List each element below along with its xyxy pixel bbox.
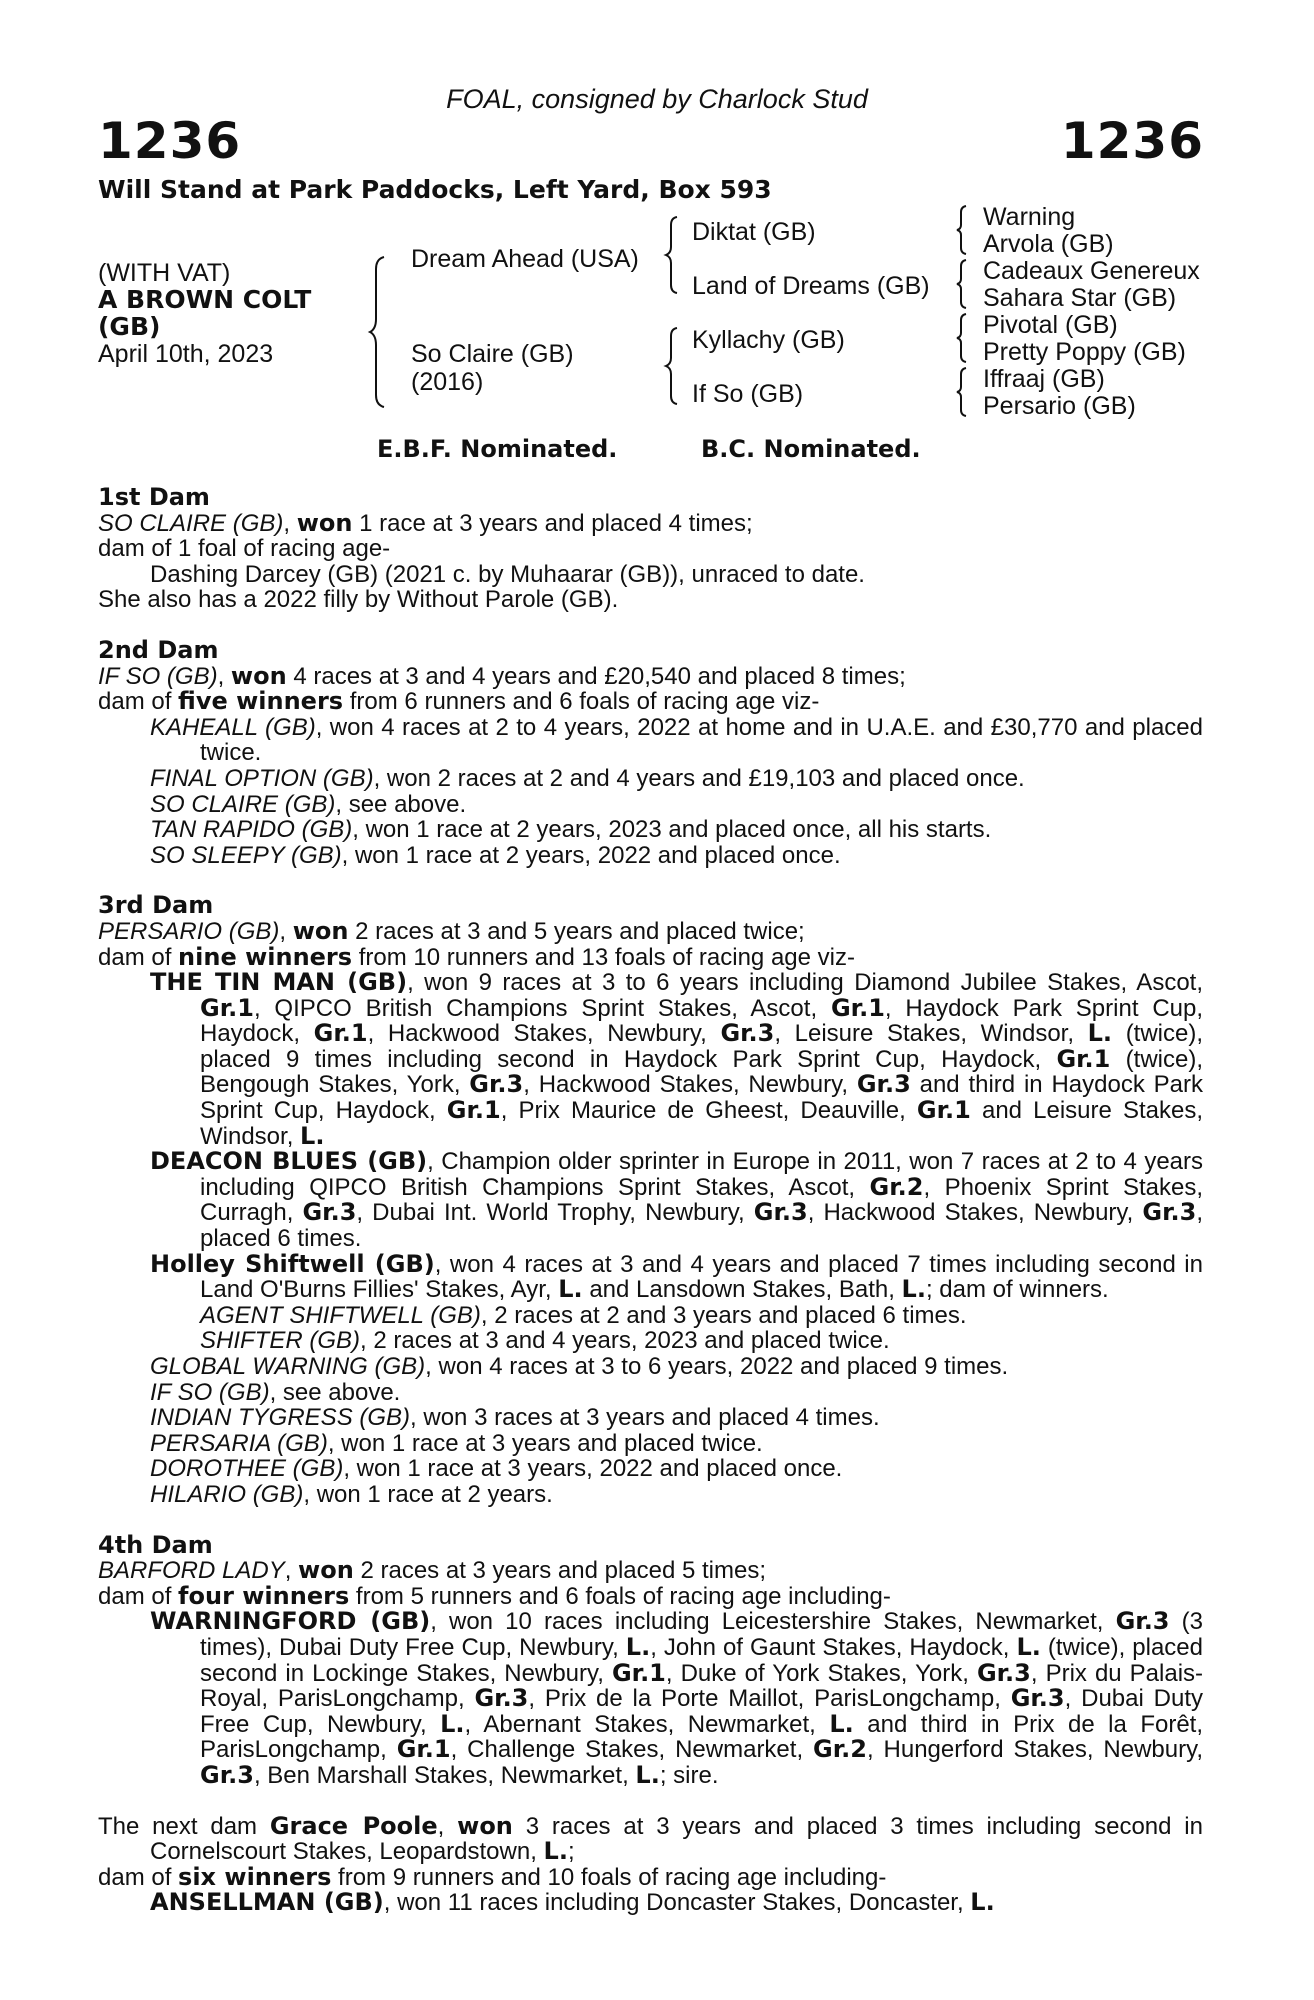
ebf-nominated: E.B.F. Nominated.: [377, 435, 618, 463]
produce-entry: HILARIO (GB), won 1 race at 2 years.: [150, 1480, 553, 1508]
stand-location: Will Stand at Park Paddocks, Left Yard, Box 593: [98, 175, 772, 204]
g3-ancestor: Iffraaj (GB): [983, 365, 1105, 393]
won-label: won: [230, 661, 287, 690]
g3-ancestor: Warning: [983, 203, 1076, 231]
horse-description: A BROWN COLT: [98, 285, 312, 314]
second-dam-produce-intro: dam of five winners from 6 runners and 6 foals of racing age viz-: [98, 687, 820, 716]
first-dam-line: SO CLAIRE (GB), won 1 race at 3 years and placed 4 times;: [98, 508, 753, 537]
third-dam-produce-intro: dam of nine winners from 10 runners and 13 foals of racing age viz-: [98, 942, 855, 971]
first-dam-heading: 1st Dam: [98, 483, 210, 511]
g3-bracket-3: [957, 312, 973, 364]
dam-dam: If So (GB): [692, 380, 804, 408]
second-dam-line: IF SO (GB), won 4 races at 3 and 4 years and £20,540 and placed 8 times;: [98, 661, 906, 690]
g3-ancestor: Persario (GB): [983, 392, 1136, 420]
g3-bracket-4: [957, 366, 973, 418]
sire-sire: Diktat (GB): [692, 218, 816, 246]
bc-nominated: B.C. Nominated.: [701, 435, 921, 463]
produce-entry: FINAL OPTION (GB), won 2 races at 2 and 4 years and £19,103 and placed once.: [150, 764, 1025, 792]
dam-bracket: [667, 326, 687, 406]
third-dam-heading: 3rd Dam: [98, 891, 214, 920]
produce-entry-tin-man: THE TIN MAN (GB), won 9 races at 3 to 6 years including Diamond Jubilee Stakes, Ascot, Gr.1, QIPCO British Champions Sprint Stakes, Ascot, Gr.1, Haydock Park Sprint Cup, Haydock, Gr.1, Hackwood Stakes, Newbury, Gr.3, Leisure Stakes, Windsor, L. (twice), placed 9 times including second in Haydock Park Sprint Cup, Haydock, Gr.1 (twice), Bengough Stakes, York, Gr.3, Hackwood Stakes, Newbury, Gr.3 and third in Haydock Park Sprint Cup, Haydock, Gr.1, Prix Maurice de Gheest, Deauville, Gr.1 and Leisure Stakes, Windsor, L.: [150, 968, 1204, 1150]
fourth-dam-line: BARFORD LADY, won 2 races at 3 years and placed 5 times;: [98, 1556, 767, 1585]
g3-ancestor: Cadeaux Genereux: [983, 257, 1200, 285]
produce-entry-warningford: WARNINGFORD (GB), won 10 races including Leicestershire Stakes, Newmarket, Gr.3 (3 times), Dubai Duty Free Cup, Newbury, L., John of Gaunt Stakes, Haydock, L. (twice), placed second in Lockinge Stakes, Newbury, Gr.1, Duke of York Stakes, York, Gr.3, Prix du Palais-Royal, ParisLongchamp, Gr.3, Prix de la Porte Maillot, ParisLongchamp, Gr.3, Dubai Duty Free Cup, Newbury, L., Abernant Stakes, Newmarket, L. and third in Prix de la Forêt, ParisLongchamp, Gr.1, Challenge Stakes, Newmarket, Gr.2, Hungerford Stakes, Newbury, Gr.3, Ben Marshall Stakes, Newmarket, L.; sire.: [150, 1607, 1204, 1789]
g3-ancestor: Sahara Star (GB): [983, 284, 1177, 312]
fourth-dam-heading: 4th Dam: [98, 1530, 213, 1559]
dam-sire: Kyllachy (GB): [692, 326, 845, 354]
first-dam-produce-intro: dam of 1 foal of racing age-: [98, 535, 391, 563]
produce-entry: SO SLEEPY (GB), won 1 race at 2 years, 2022 and placed once.: [150, 841, 841, 869]
g3-bracket-2: [957, 258, 973, 310]
lot-number-right: 1236: [1060, 112, 1204, 170]
dam-name: So Claire (GB): [411, 340, 574, 368]
dam-name: SO CLAIRE (GB): [98, 509, 284, 537]
next-dam-produce-intro: dam of six winners from 9 runners and 10 foals of racing age including-: [98, 1862, 887, 1891]
fourth-dam-produce-intro: dam of four winners from 5 runners and 6 foals of racing age including-: [98, 1581, 891, 1610]
produce-entry: PERSARIA (GB), won 1 race at 3 years and placed twice.: [150, 1429, 763, 1457]
produce-entry: SO CLAIRE (GB), see above.: [150, 790, 467, 818]
lot-number-left: 1236: [98, 112, 242, 170]
produce-entry: INDIAN TYGRESS (GB), won 3 races at 3 years and placed 4 times.: [150, 1404, 880, 1432]
race-record: 1 race at 3 years and placed 4 times;: [359, 509, 753, 537]
grand-produce-entry: SHIFTER (GB), 2 races at 3 and 4 years, 2023 and placed twice.: [200, 1327, 890, 1355]
sire-name: Dream Ahead (USA): [411, 245, 639, 273]
produce-entry-holley-shiftwell: Holley Shiftwell (GB), won 4 races at 3 and 4 years and placed 7 times including second in Land O'Burns Fillies' Stakes, Ayr, L. and Lansdown Stakes, Bath, L.; dam of winners.: [150, 1249, 1203, 1304]
won-label: won: [296, 508, 353, 537]
produce-entry: TAN RAPIDO (GB), won 1 race at 2 years, 2023 and placed once, all his starts.: [150, 816, 992, 844]
catalogue-body: [98, 485, 1203, 1916]
sire-bracket: [667, 215, 687, 295]
second-dam-heading: 2nd Dam: [98, 635, 219, 664]
produce-entry: DOROTHEE (GB), won 1 race at 3 years, 2022 and placed once.: [150, 1455, 843, 1483]
g3-ancestor: Pivotal (GB): [983, 311, 1118, 339]
produce-entry: GLOBAL WARNING (GB), won 4 races at 3 to 6 years, 2022 and placed 9 times.: [150, 1353, 1009, 1380]
dam-year: (2016): [411, 368, 484, 396]
vat-label: (WITH VAT): [98, 259, 231, 287]
third-dam-line: PERSARIO (GB), won 2 races at 3 and 5 years and placed twice;: [98, 916, 805, 945]
produce-entry: IF SO (GB), see above.: [150, 1378, 401, 1406]
race-record: 4 races at 3 and 4 years and £20,540 and placed 8 times;: [293, 662, 906, 690]
produce-entry-ansellman: ANSELLMAN (GB), won 11 races including Doncaster Stakes, Doncaster, L.: [150, 1888, 995, 1917]
sire-dam: Land of Dreams (GB): [692, 272, 930, 300]
next-dam-line: The next dam Grace Poole, won 3 races at 3 years and placed 3 times including second in Cornelscourt Stakes, Leopardstown, L.;: [98, 1811, 1203, 1866]
foaling-date: April 10th, 2023: [98, 340, 274, 368]
produce-entry-deacon-blues: DEACON BLUES (GB), Champion older sprinter in Europe in 2011, won 7 races at 2 to 4 years including QIPCO British Champions Sprint Stakes, Ascot, Gr.2, Phoenix Sprint Stakes, Curragh, Gr.3, Dubai Int. World Trophy, Newbury, Gr.3, Hackwood Stakes, Newbury, Gr.3, placed 6 times.: [150, 1147, 1204, 1253]
horse-country: (GB): [98, 312, 161, 341]
grand-produce-entry: AGENT SHIFTWELL (GB), 2 races at 2 and 3 years and placed 6 times.: [200, 1301, 967, 1329]
pedigree-main-bracket: [372, 255, 392, 410]
first-dam-note: She also has a 2022 filly by Without Parole (GB).: [98, 586, 619, 614]
dam-name: IF SO (GB): [98, 662, 218, 690]
g3-ancestor: Pretty Poppy (GB): [983, 338, 1186, 366]
consignor-line: FOAL, consigned by Charlock Stud: [446, 84, 868, 114]
first-dam-produce: Dashing Darcey (GB) (2021 c. by Muhaarar (GB)), unraced to date.: [150, 560, 865, 588]
g3-bracket-1: [957, 204, 973, 256]
g3-ancestor: Arvola (GB): [983, 230, 1114, 258]
produce-entry: KAHEALL (GB), won 4 races at 2 to 4 years, 2022 at home and in U.A.E. and £30,770 and placed twice.: [150, 713, 1203, 767]
